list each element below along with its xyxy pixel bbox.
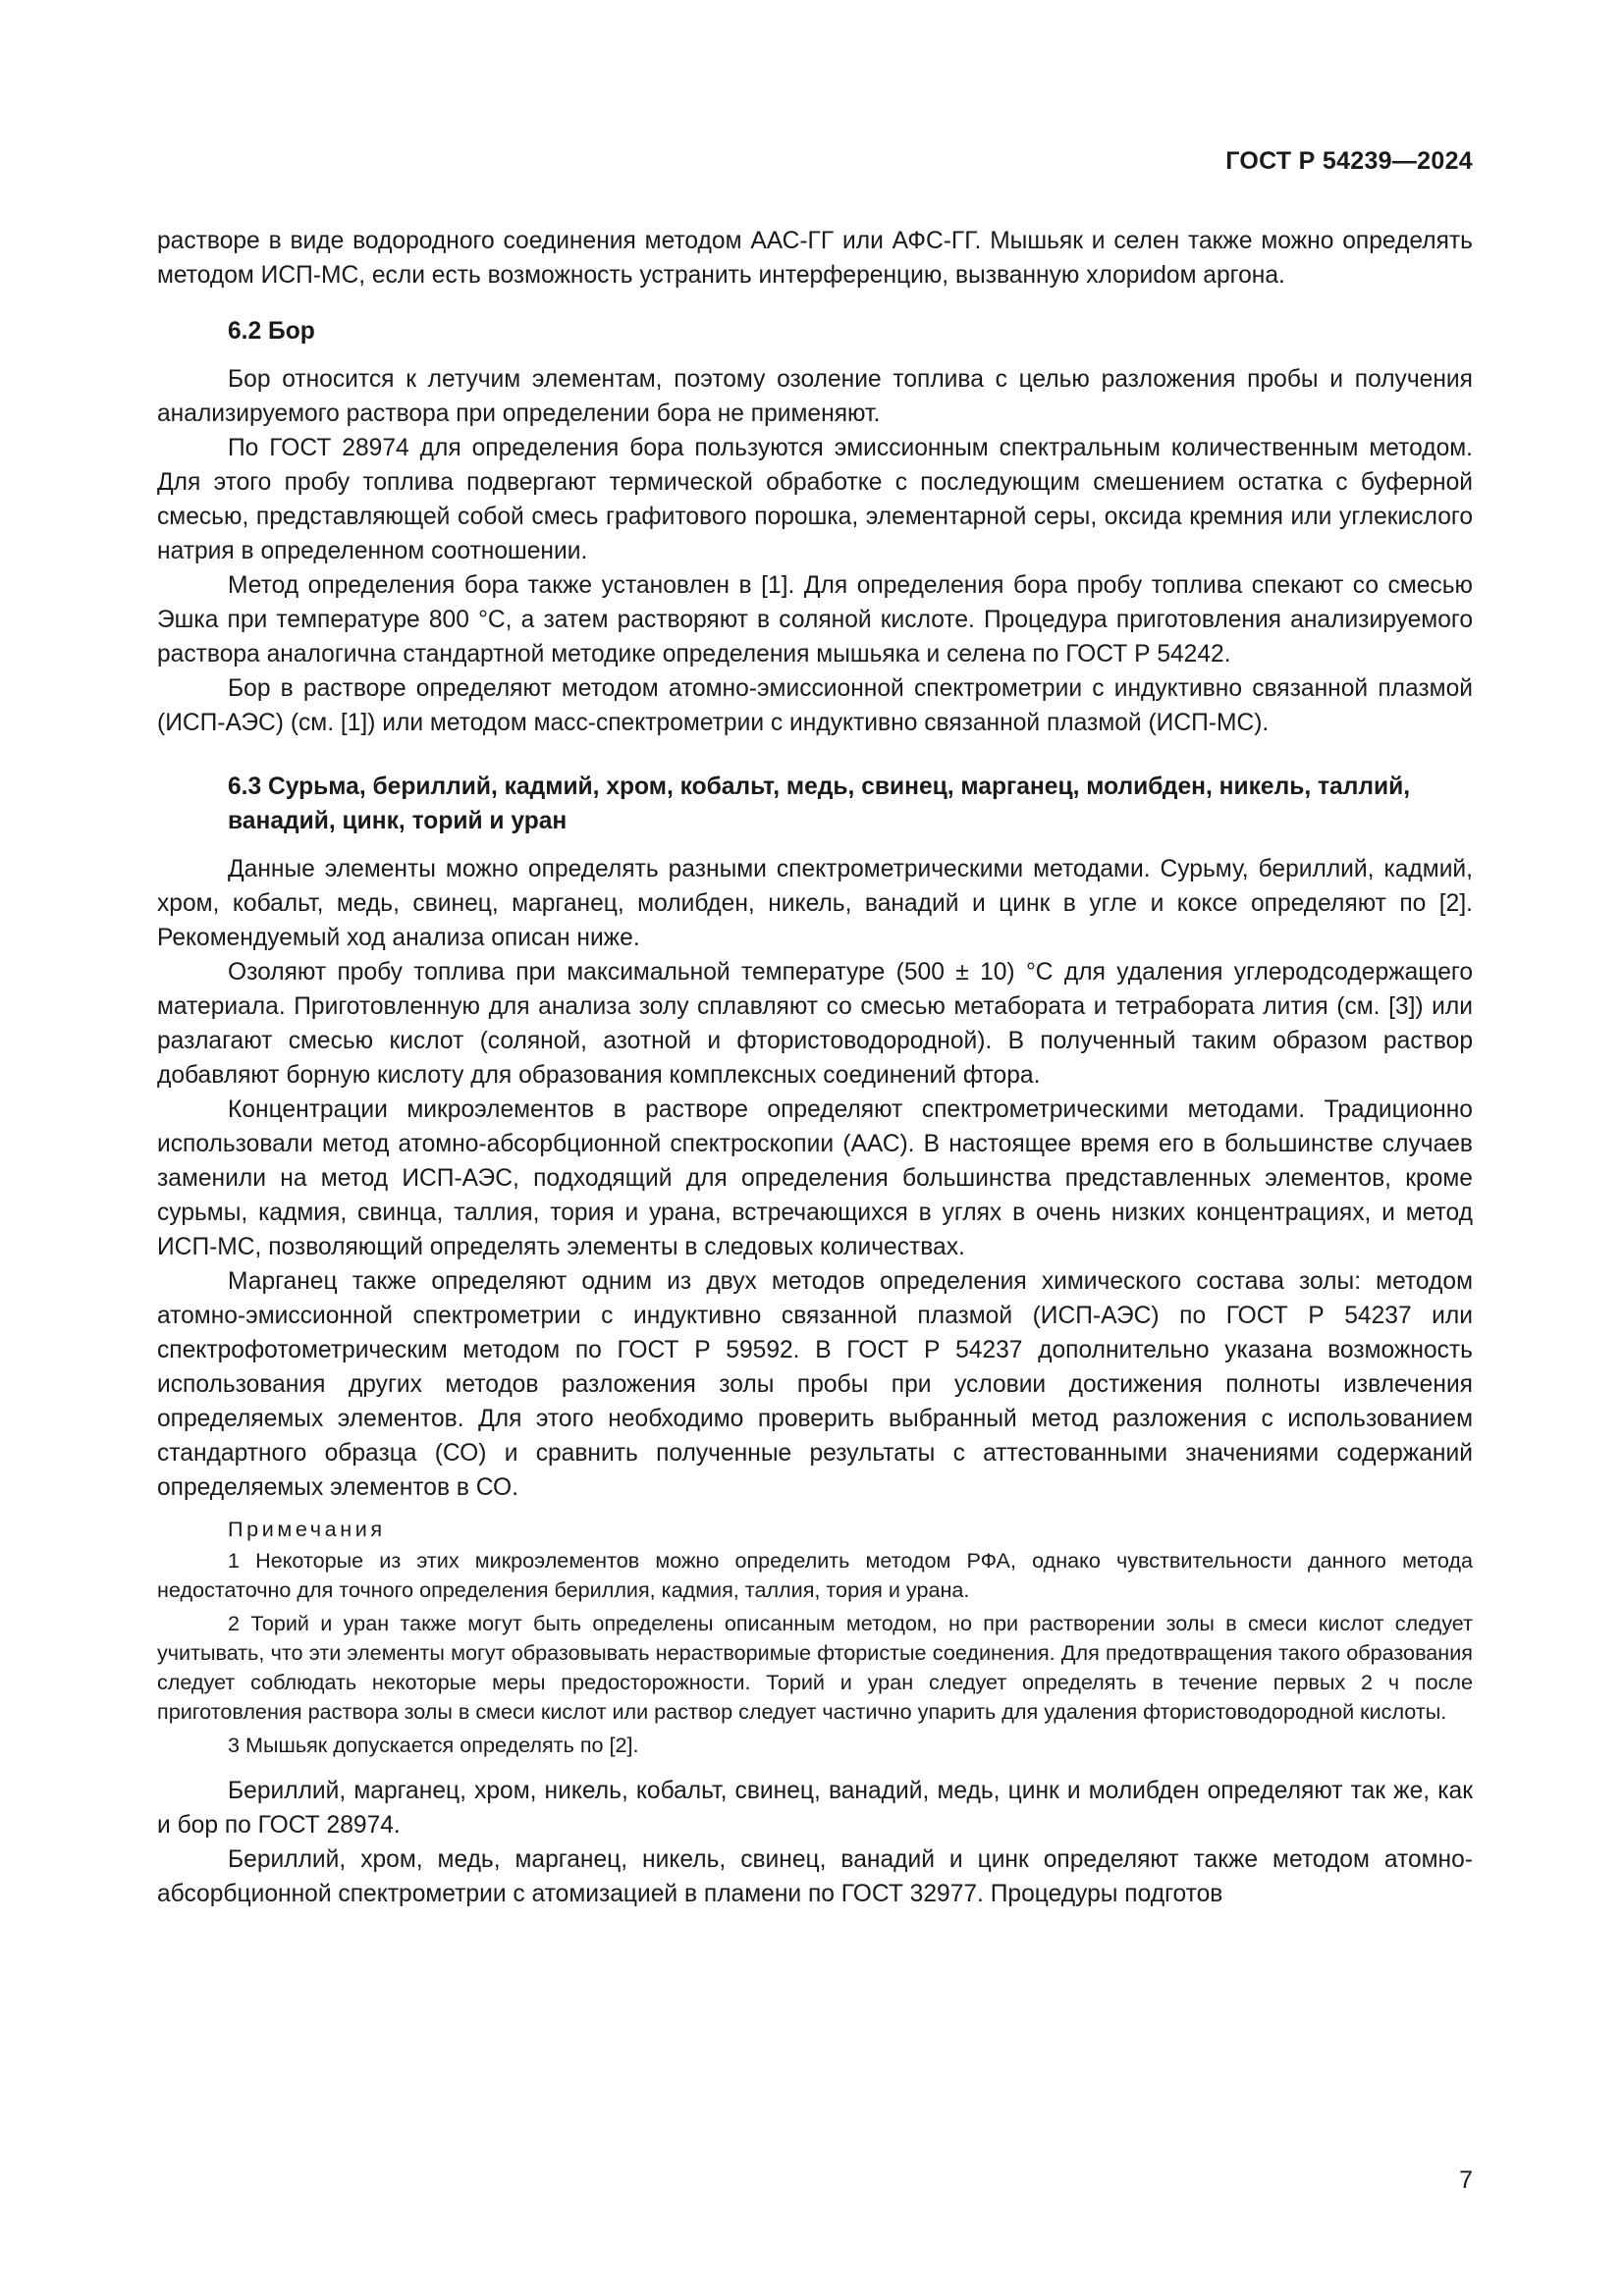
page-body [157, 224, 1473, 1911]
note-item: 2 Торий и уран также могут быть определены описанным методом, но при растворении золы в смеси кислот следует учитывать, что эти элементы могут образовывать нерастворимые фтористые соединения. Для предотвращения такого образования следует соблюдать некоторые меры предосторожности. Торий и уран следует определять в течение первых 2 ч после приготовления раствора золы в смеси кислот или раствор следует частично упарить для удаления фтористоводородной кислоты. [157, 1611, 1473, 1724]
note-item: 3 Мышьяк допускается определять по [2]. [228, 1733, 639, 1757]
document-code-header: ГОСТ Р 54239—2024 [1225, 147, 1473, 175]
paragraph: Бор относится к летучим элементам, поэтому озоление топлива с целью разложения пробы и получения анализируемого раствора при определении бора не применяют. [157, 366, 1473, 427]
paragraph: Концентрации микроэлементов в растворе определяют спектрометрическими методами. Традиционно использовали метод атомно-абсорбционной спектроскопии (ААС). В настоящее время его в большинстве случаев заменили на метод ИСП-АЭС, подходящий для определения большинства представленных элементов, кроме сурьмы, кадмия, свинца, таллия, тория и урана, встречающихся в углях в очень низких концентрациях, и метод ИСП-МС, позволяющий определять элементы в следовых количествах. [157, 1096, 1473, 1260]
closing-paragraphs [157, 1774, 1473, 1911]
notes-block [157, 1515, 1473, 1760]
paragraph: Озоляют пробу топлива при максимальной температуре (500 ± 10) °С для удаления углеродсодержащего материала. Приготовленную для анализа золу сплавляют со смесью метабората и тетрабората лития (см. [3]) или разлагают смесью кислот (соляной, азотной и фтористоводородной). В полученный таким образом раствор добавляют борную кислоту для образования комплексных соединений фтора. [157, 959, 1473, 1089]
paragraph: Бериллий, марганец, хром, никель, кобальт, свинец, ванадий, медь, цинк и молибден определяют так же, как и бор по ГОСТ 28974. [157, 1778, 1473, 1839]
paragraph: Бор в растворе определяют методом атомно-эмиссионной спектрометрии с индуктивно связанной плазмой (ИСП-АЭС) (см. [1]) или методом масс-спектрометрии с индуктивно связанной плазмой (ИСП-МС). [157, 675, 1473, 736]
page-number: 7 [1459, 2166, 1473, 2194]
paragraph: Марганец также определяют одним из двух методов определения химического состава золы: методом атомно-эмиссионной спектрометрии с индуктивно связанной плазмой (ИСП-АЭС) по ГОСТ Р 54237 или спектрофотометрическим методом по ГОСТ Р 59592. В ГОСТ Р 54237 дополнительно указана возможность использования других методов разложения золы пробы при условии достижения полноты извлечения определяемых элементов. Для этого необходимо проверить выбранный метод разложения с использованием стандартного образца (СО) и сравнить полученные результаты с аттестованными значениями содержаний определяемых элементов в СО. [157, 1268, 1473, 1501]
section-heading-6-2: 6.2 Бор [228, 318, 315, 345]
continued-paragraph: растворе в виде водородного соединения методом ААС-ГГ или АФС-ГГ. Мышьяк и селен также можно определять методом ИСП-МС, если есть возможность устранить интерференцию, вызванную хлориdом аргона. [157, 228, 1473, 289]
paragraph: Метод определения бора также установлен в [1]. Для определения бора пробу топлива спекают со смесью Эшка при температуре 800 °С, а затем растворяют в соляной кислоте. Процедура приготовления анализируемого раствора аналогична стандартной методике определения мышьяка и селена по ГОСТ Р 54242. [157, 572, 1473, 667]
section-heading-6-3: 6.3 Сурьма, бериллий, кадмий, хром, кобальт, медь, свинец, марганец, молибден, никель, таллий, ванадий, цинк, торий и уран [228, 774, 1411, 834]
paragraph: По ГОСТ 28974 для определения бора пользуются эмиссионным спектральным количественным методом. Для этого пробу топлива подвергают термической обработке с последующим смешением остатка с буферной смесью, представляющей собой смесь графитового порошка, элементарной серы, оксида кремния или углекислого натрия в определенном соотношении. [157, 435, 1473, 564]
note-item: 1 Некоторые из этих микроэлементов можно определить методом РФА, однако чувствительности данного метода недостаточно для точного определения бериллия, кадмия, таллия, тория и урана. [157, 1548, 1473, 1602]
paragraph: Данные элементы можно определять разными спектрометрическими методами. Сурьму, бериллий, кадмий, хром, кобальт, медь, свинец, марганец, молибден, никель, ванадий и цинк в угле и коксе определяют по [2]. Рекомендуемый ход анализа описан ниже. [157, 856, 1473, 951]
paragraph: Бериллий, хром, медь, марганец, никель, свинец, ванадий и цинк определяют также методом атомно-абсорбционной спектрометрии с атомизацией в пламени по ГОСТ 32977. Процедуры подготов [157, 1846, 1473, 1907]
notes-title: Примечания [228, 1517, 386, 1541]
